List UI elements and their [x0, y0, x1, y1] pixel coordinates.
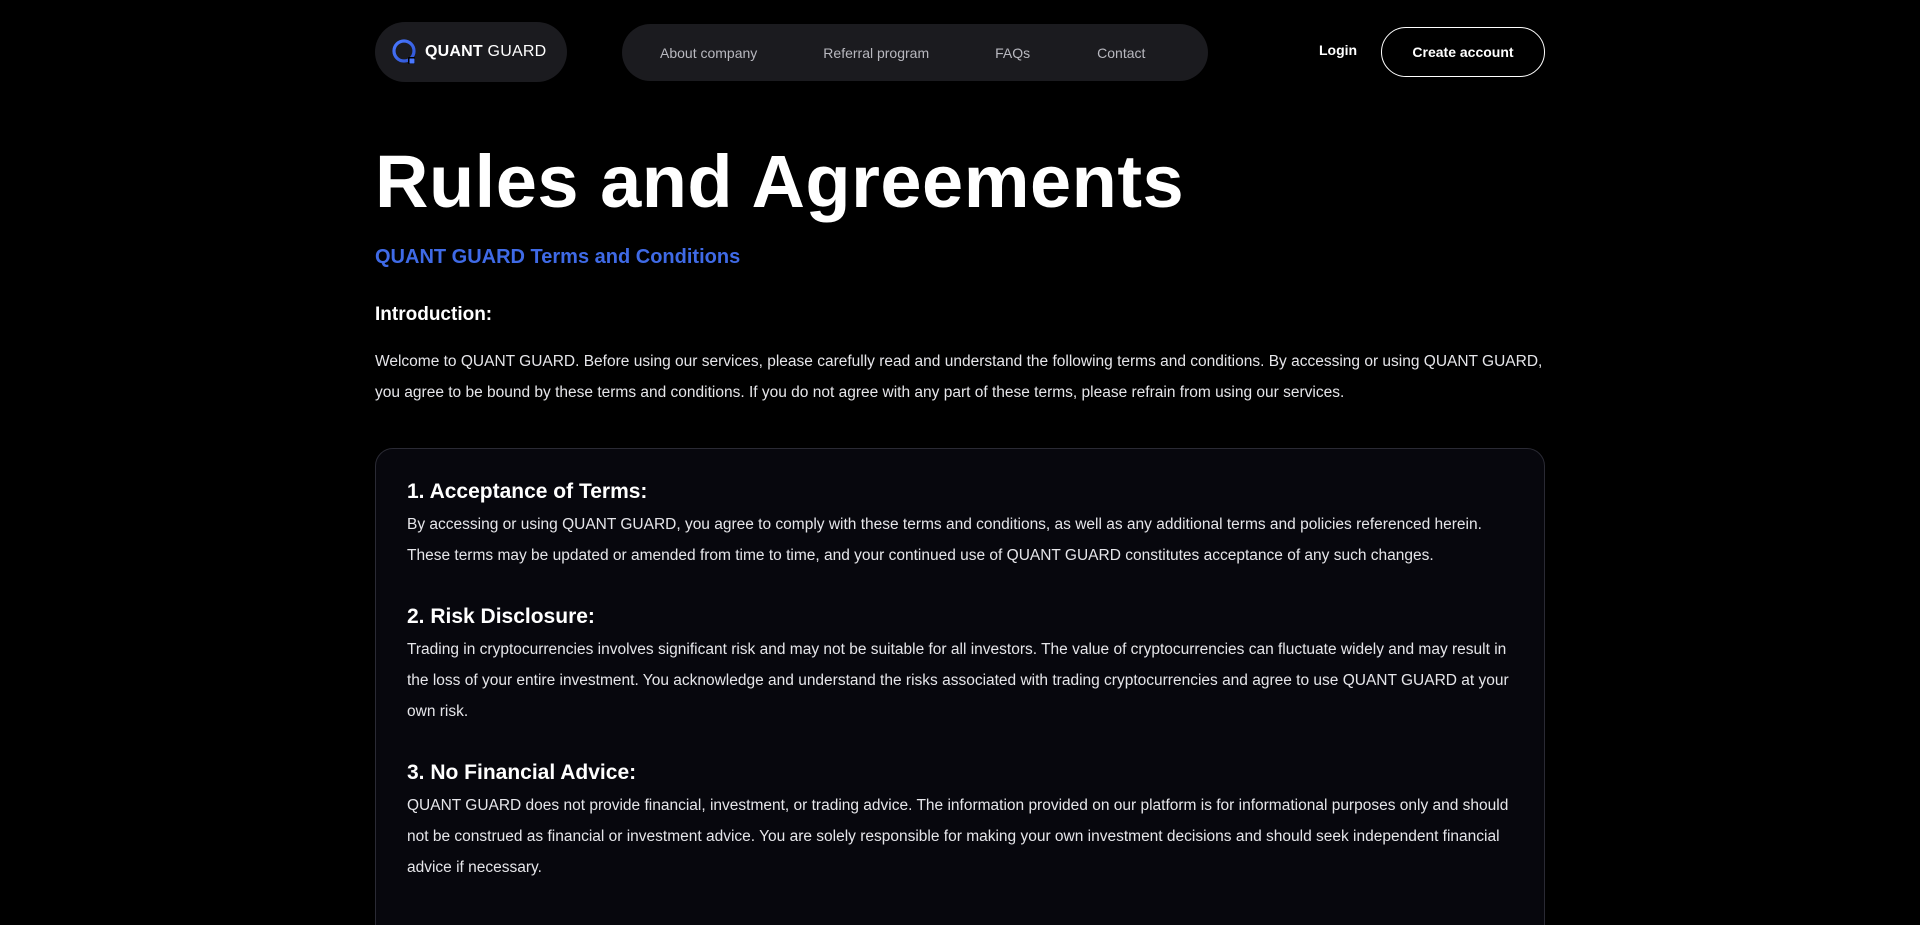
intro-text: Welcome to QUANT GUARD. Before using our services, please carefully read and understand the following terms and conditions. By accessing or using QUANT GUARD, you agree to be bound by these terms and conditions. If you do not agree with any part of these terms, please refrain from using our services. [375, 353, 1543, 401]
terms-section [407, 758, 1513, 883]
page-subtitle: QUANT GUARD Terms and Conditions [375, 246, 741, 268]
terms-section [407, 477, 1513, 571]
main-content [375, 140, 1545, 408]
section-heading: 1. Acceptance of Terms: [407, 480, 648, 503]
section-text: QUANT GUARD does not provide financial, investment, or trading advice. The information provided on our platform is for informational purposes only and should not be construed as financial or investment advice. You are solely responsible for making your own investment decisions and should seek independent financial advice if necessary. [407, 797, 1509, 876]
terms-card [375, 448, 1545, 925]
logo-text [425, 43, 546, 61]
logo-brand-light: GUARD [487, 43, 547, 60]
nav-faqs[interactable]: FAQs [995, 44, 1031, 61]
terms-section [407, 602, 1513, 727]
section-heading: 3. No Financial Advice: [407, 761, 637, 784]
section-heading: 2. Risk Disclosure: [407, 605, 595, 628]
main-nav [622, 24, 1208, 81]
q-logo-icon [391, 38, 419, 66]
logo-brand-bold: QUANT [425, 43, 483, 60]
intro-heading: Introduction: [375, 304, 493, 325]
page-title: Rules and Agreements [375, 140, 1185, 223]
nav-about-company[interactable]: About company [660, 44, 758, 61]
section-text: Trading in cryptocurrencies involves significant risk and may not be suitable for all investors. The value of cryptocurrencies can fluctuate widely and may result in the loss of your entire investment. You acknowledge and understand the risks associated with trading cryptocurrencies and agree to use QUANT GUARD at your own risk. [407, 641, 1509, 720]
create-account-button[interactable]: Create account [1381, 27, 1545, 77]
nav-referral-program[interactable]: Referral program [823, 44, 930, 61]
nav-contact[interactable]: Contact [1097, 44, 1146, 61]
section-text: By accessing or using QUANT GUARD, you agree to comply with these terms and conditions, as well as any additional terms and policies referenced herein. These terms may be updated or amended from time to time, and your continued use of QUANT GUARD constitutes acceptance of any such changes. [407, 516, 1482, 564]
site-header [375, 22, 1545, 82]
logo-link[interactable] [375, 22, 567, 82]
login-link[interactable]: Login [1319, 42, 1358, 58]
